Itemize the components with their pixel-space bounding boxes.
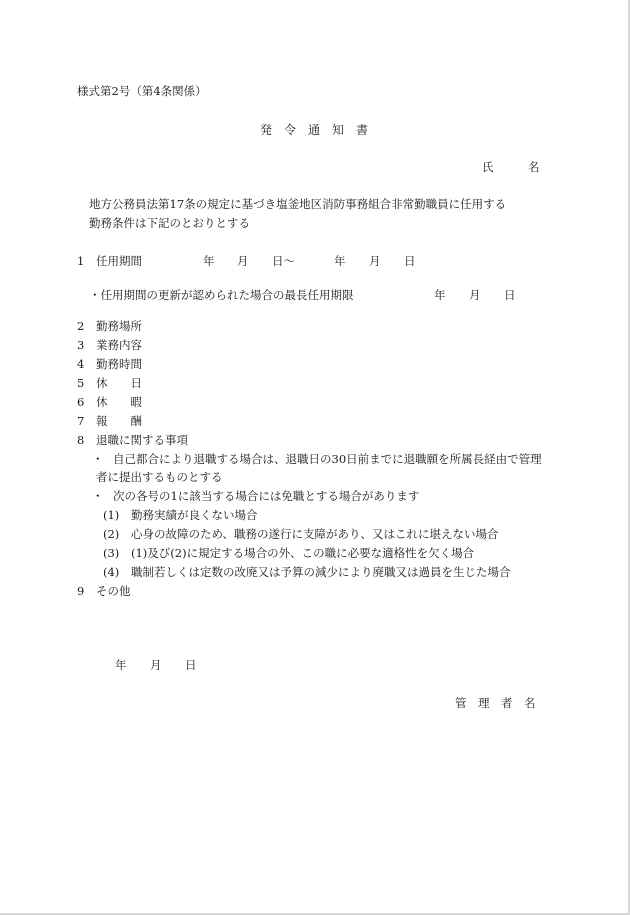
item-1-start-month: 月 [237, 254, 249, 268]
retire-bullet-1: ・ [92, 452, 104, 466]
item-label-duties: 業務内容 [96, 338, 142, 352]
item-1-num: 1 [77, 254, 85, 268]
renewal-month: 月 [469, 288, 481, 302]
retire-text-2: 次の各号の1に該当する場合には免職とする場合があります [113, 489, 420, 503]
item-num: 6 [77, 395, 85, 409]
item-1-end-year: 年 [334, 254, 346, 268]
retire-bullet-2: ・ [92, 489, 104, 503]
item-num: 7 [77, 414, 85, 428]
sub-item-num: (1) [103, 508, 120, 522]
item-label-workplace: 勤務場所 [96, 319, 142, 333]
item-9-num: 9 [77, 584, 85, 598]
renewal-day: 日 [504, 288, 516, 302]
item-num: 3 [77, 338, 85, 352]
item-9-label: その他 [96, 584, 131, 598]
sub-item-text: 勤務実績が良くない場合 [131, 508, 258, 522]
item-label-retirement: 退職に関する事項 [96, 433, 188, 447]
retire-text-1-line-1: 自己都合により退職する場合は、退職日の30日前までに退職願を所属長経由で管理 [113, 452, 542, 466]
issue-year: 年 [115, 658, 127, 672]
renewal-label: ・任用期間の更新が認められた場合の最長任用期限 [89, 288, 354, 302]
item-1-start-year: 年 [203, 254, 215, 268]
item-label-pay: 報 酬 [96, 414, 142, 428]
manager-label: 管 理 者 名 [455, 696, 536, 710]
item-num: 5 [77, 376, 85, 390]
item-num: 8 [77, 433, 85, 447]
renewal-year: 年 [434, 288, 446, 302]
issue-month: 月 [150, 658, 162, 672]
sub-item-text: 職制若しくは定数の改廃又は予算の減少により廃職又は過員を生じた場合 [131, 565, 511, 579]
item-num: 4 [77, 357, 85, 371]
intro-line-1: 地方公務員法第17条の規定に基づき塩釜地区消防事務組合非常勤職員に任用する [89, 197, 507, 211]
item-1-label: 任用期間 [96, 254, 142, 268]
retire-text-1-line-2: 者に提出するものとする [96, 470, 223, 484]
form-id: 様式第2号（第4条関係） [77, 84, 207, 98]
item-1-end-month: 月 [369, 254, 381, 268]
issue-day: 日 [185, 658, 197, 672]
item-num: 2 [77, 319, 85, 333]
sub-item-text: 心身の故障のため、職務の遂行に支障があり、又はこれに堪えない場合 [131, 527, 499, 541]
sub-item-num: (3) [103, 546, 120, 560]
page-title: 発 令 通 知 書 [260, 123, 369, 137]
item-label-hours: 勤務時間 [96, 357, 142, 371]
sub-item-num: (2) [103, 527, 120, 541]
intro-line-2: 勤務条件は下記のとおりとする [89, 216, 250, 230]
item-1-start-day: 日～ [272, 254, 295, 268]
item-1-end-day: 日 [404, 254, 416, 268]
name-label: 氏 名 [482, 160, 540, 174]
sub-item-num: (4) [103, 565, 120, 579]
item-label-holidays: 休 日 [96, 376, 142, 390]
sub-item-text: (1)及び(2)に規定する場合の外、この職に必要な適格性を欠く場合 [131, 546, 475, 560]
item-label-leave: 休 暇 [96, 395, 142, 409]
